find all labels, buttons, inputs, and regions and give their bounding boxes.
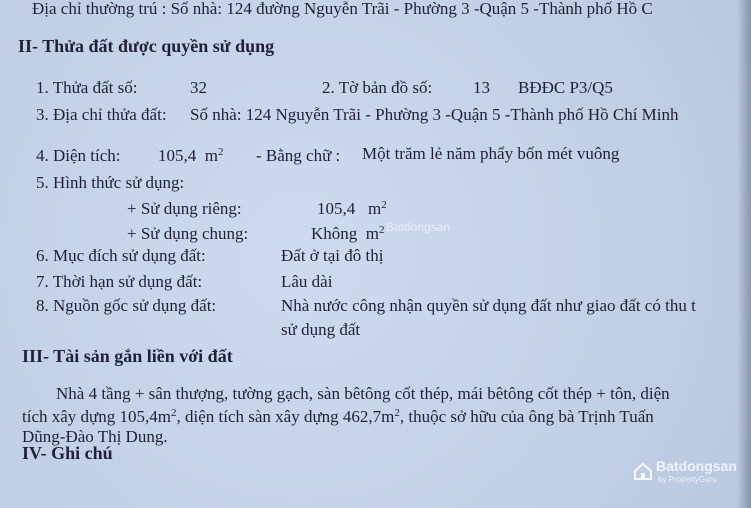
shared-label: + Sử dụng chung: (127, 224, 249, 243)
map-value: 13 (473, 78, 490, 97)
term-label: 7. Thời hạn sử dụng đất: (36, 272, 203, 291)
line2-part-b: , diện tích sàn xây dựng 462,7m (176, 407, 395, 426)
section-3-title: III- Tài sản gắn liền với đất (22, 346, 233, 366)
house-logo-icon (632, 460, 654, 482)
watermark-tagline: by PropertyGuru (658, 475, 717, 484)
origin-label: 8. Nguồn gốc sử dụng đất: (36, 296, 217, 315)
line2-sup2: 2 (394, 407, 400, 419)
area-words-label: - Bằng chữ : (256, 146, 341, 165)
usage-form-label: 5. Hình thức sử dụng: (36, 173, 185, 192)
map-label: 2. Tờ bản đồ số: (322, 78, 433, 97)
address-label: 3. Địa chỉ thửa đất: (36, 105, 167, 124)
line2-part-a: tích xây dựng 105,4m (22, 407, 171, 426)
map-suffix: BĐĐC P3/Q5 (518, 78, 613, 97)
private-sup: 2 (381, 199, 387, 211)
purpose-value: Đất ở tại đô thị (281, 246, 384, 265)
term-value: Lâu dài (281, 272, 333, 291)
private-value (317, 199, 387, 219)
plot-label: 1. Thửa đất số: (36, 78, 138, 97)
shared-value (311, 224, 385, 244)
watermark-logo (632, 458, 744, 488)
area-unit: m (204, 146, 218, 165)
section-4-title: IV- Ghi chú (22, 443, 113, 463)
address-value: Số nhà: 124 Nguyễn Trãi - Phường 3 -Quận 5 -Thành phố Hồ Chí Minh (190, 105, 679, 124)
area-value (158, 146, 223, 166)
line2-part-c: , thuộc sở hữu của ông bà Trịnh Tuấn (399, 407, 654, 426)
watermark-center: Batdongsan (386, 220, 451, 234)
area-label: 4. Diện tích: (36, 146, 121, 165)
area-words-value: Một trăm lẻ năm phẩy bốn mét vuông (362, 144, 620, 163)
private-label: + Sử dụng riêng: (127, 199, 242, 218)
plot-value: 32 (190, 78, 207, 97)
section-3-line3: Dũng-Đào Thị Dung. (22, 427, 168, 446)
header-line: Địa chỉ thường trú : Số nhà: 124 đường Nguyễn Trãi - Phường 3 -Quận 5 -Thành phố Hồ C (32, 0, 653, 18)
shared-sup: 2 (379, 224, 385, 236)
section-3-line2 (22, 407, 654, 427)
private-number: 105,4 (317, 199, 356, 218)
section-2-title: II- Thửa đất được quyền sử dụng (18, 36, 275, 56)
area-sup: 2 (217, 146, 224, 158)
shared-unit: m (365, 224, 380, 243)
watermark-brand: Batdongsan (656, 458, 737, 474)
origin-value-line1: Nhà nước công nhận quyền sử dụng đất như giao đất có thu t (281, 296, 696, 315)
page-edge-shadow (737, 0, 751, 508)
private-unit: m (368, 199, 382, 218)
purpose-label: 6. Mục đích sử dụng đất: (36, 246, 206, 265)
line2-sup1: 2 (170, 407, 177, 419)
area-number: 105,4 (158, 146, 197, 165)
section-3-line1: Nhà 4 tầng + sân thượng, tường gạch, sàn bêtông cốt thép, mái bêtông cốt thép + tôn, diện (56, 384, 670, 403)
origin-value-line2: sử dụng đất (281, 320, 361, 339)
shared-text: Không (311, 224, 358, 243)
